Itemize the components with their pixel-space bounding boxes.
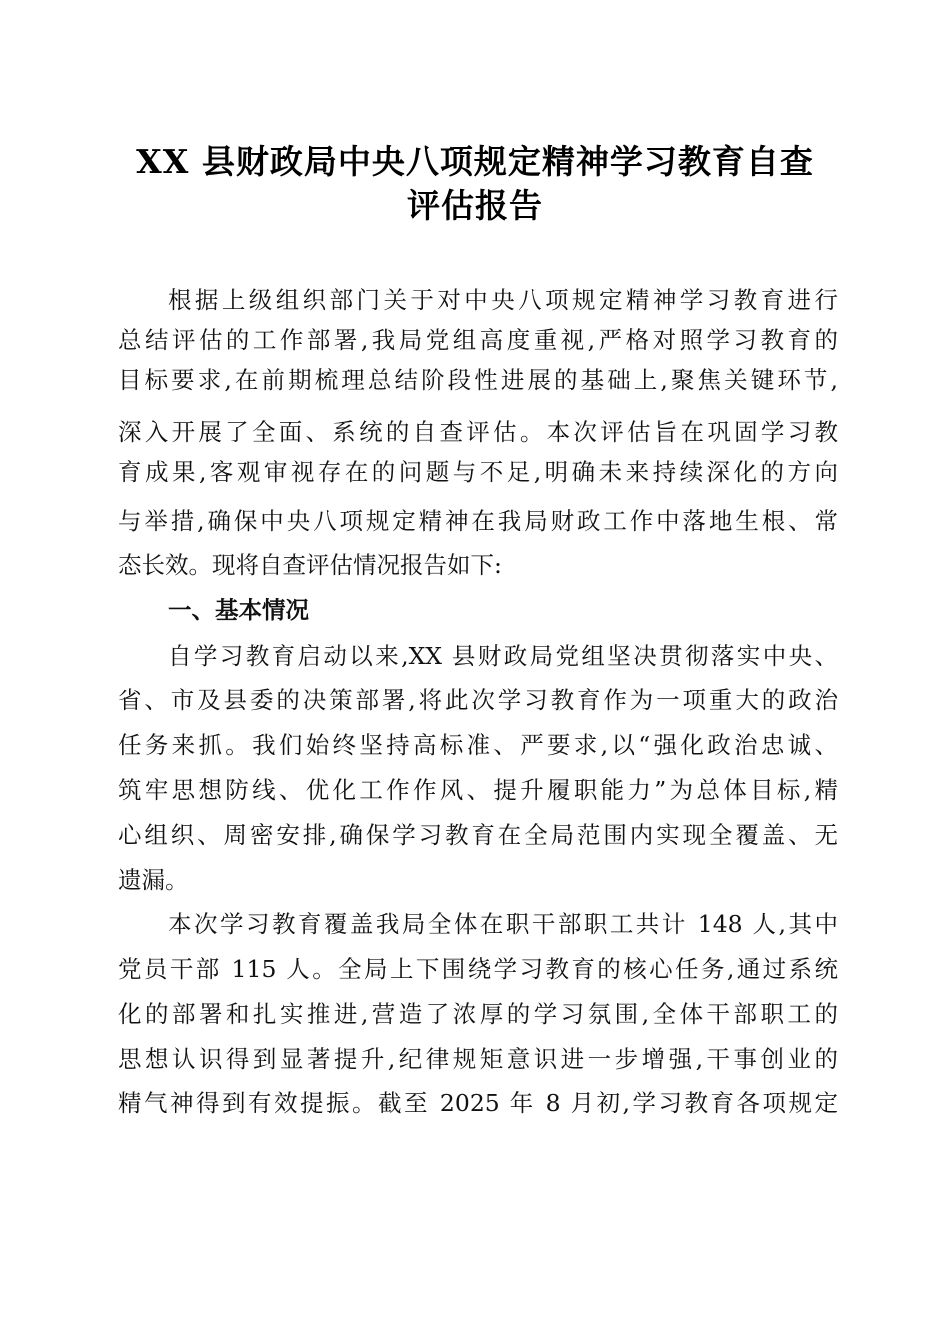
paragraph-line: 思想认识得到显著提升,纪律规矩意识进一步增强,干事创业的 <box>118 1045 838 1073</box>
paragraph-line: 化的部署和扎实推进,营造了浓厚的学习氛围,全体干部职工的 <box>118 1000 838 1028</box>
document-title-line-1: XX 县财政局中央八项规定精神学习教育自查 <box>136 142 814 181</box>
paragraph-line: 态长效。现将自查评估情况报告如下: <box>118 551 502 579</box>
paragraph-line: 与举措,确保中央八项规定精神在我局财政工作中落地生根、常 <box>118 507 838 535</box>
paragraph-line: 目标要求,在前期梳理总结阶段性进展的基础上,聚焦关键环节, <box>118 366 838 394</box>
paragraph-line: 遗漏。 <box>118 866 189 894</box>
paragraph-line: 本次学习教育覆盖我局全体在职干部职工共计 148 人,其中 <box>168 910 838 938</box>
paragraph-line: 根据上级组织部门关于对中央八项规定精神学习教育进行 <box>168 286 838 314</box>
paragraph-line: 党员干部 115 人。全局上下围绕学习教育的核心任务,通过系统 <box>118 955 838 983</box>
paragraph-line: 自学习教育启动以来,XX 县财政局党组坚决贯彻落实中央、 <box>168 642 838 670</box>
section-heading: 一、基本情况 <box>168 596 309 624</box>
paragraph-line: 育成果,客观审视存在的问题与不足,明确未来持续深化的方向 <box>118 458 838 486</box>
paragraph-line: 总结评估的工作部署,我局党组高度重视,严格对照学习教育的 <box>118 326 838 354</box>
paragraph-line: 筑牢思想防线、优化工作作风、提升履职能力”为总体目标,精 <box>118 776 838 804</box>
paragraph-line: 精气神得到有效提振。截至 2025 年 8 月初,学习教育各项规定 <box>118 1089 838 1117</box>
paragraph-line: 省、市及县委的决策部署,将此次学习教育作为一项重大的政治 <box>118 686 838 714</box>
document-title-line-2: 评估报告 <box>407 186 543 225</box>
paragraph-line: 心组织、周密安排,确保学习教育在全局范围内实现全覆盖、无 <box>118 821 838 849</box>
paragraph-line: 深入开展了全面、系统的自查评估。本次评估旨在巩固学习教 <box>118 418 838 446</box>
paragraph-line: 任务来抓。我们始终坚持高标准、严要求,以“强化政治忠诚、 <box>118 731 838 759</box>
